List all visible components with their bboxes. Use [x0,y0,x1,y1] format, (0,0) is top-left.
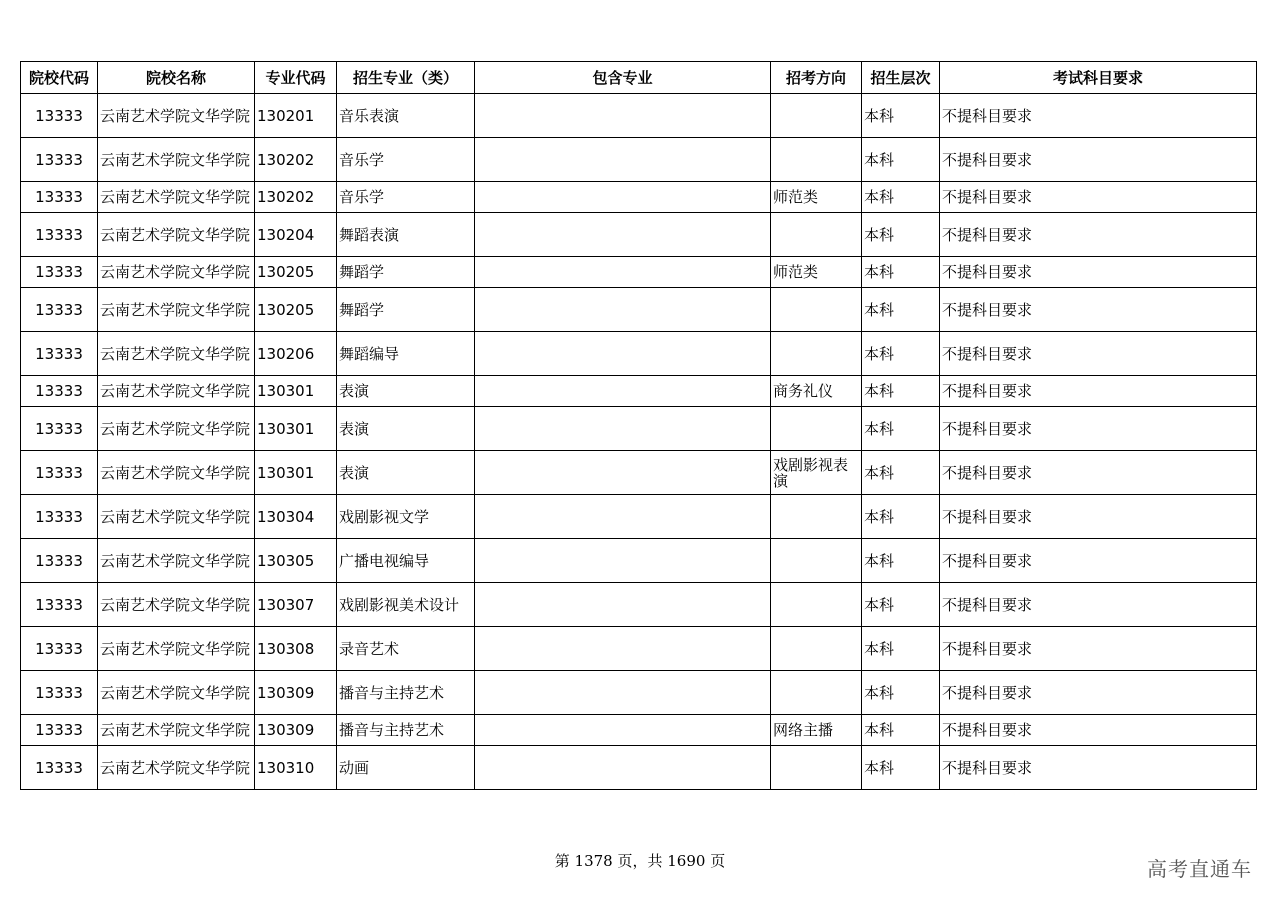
cell-direction [771,94,862,138]
cell-level: 本科 [862,539,940,583]
cell-subject-requirement: 不提科目要求 [940,182,1257,213]
cell-included-majors [475,332,771,376]
cell-direction [771,583,862,627]
cell-school-name: 云南艺术学院文华学院 [98,138,255,182]
cell-school-code: 13333 [21,213,98,257]
table-row [21,213,1257,257]
cell-direction [771,671,862,715]
header-subject-requirement: 考试科目要求 [940,62,1257,94]
table-row [21,495,1257,539]
cell-direction [771,407,862,451]
cell-major: 表演 [337,407,475,451]
cell-direction [771,495,862,539]
cell-direction [771,332,862,376]
page-number: 第 1378 页，共 1690 页 [554,852,726,870]
cell-school-name: 云南艺术学院文华学院 [98,376,255,407]
cell-school-name: 云南艺术学院文华学院 [98,288,255,332]
cell-level: 本科 [862,213,940,257]
cell-subject-requirement: 不提科目要求 [940,257,1257,288]
cell-school-code: 13333 [21,671,98,715]
cell-school-code: 13333 [21,94,98,138]
cell-included-majors [475,138,771,182]
cell-subject-requirement: 不提科目要求 [940,715,1257,746]
cell-major-code: 130206 [255,332,337,376]
table-row [21,138,1257,182]
header-included-majors: 包含专业 [475,62,771,94]
cell-school-name: 云南艺术学院文华学院 [98,94,255,138]
cell-included-majors [475,495,771,539]
cell-school-code: 13333 [21,182,98,213]
cell-included-majors [475,213,771,257]
cell-direction [771,213,862,257]
cell-school-name: 云南艺术学院文华学院 [98,583,255,627]
cell-major-code: 130301 [255,376,337,407]
cell-school-code: 13333 [21,451,98,495]
header-major: 招生专业（类） [337,62,475,94]
cell-major-code: 130204 [255,213,337,257]
table-row [21,451,1257,495]
cell-school-name: 云南艺术学院文华学院 [98,671,255,715]
cell-major: 戏剧影视美术设计 [337,583,475,627]
cell-included-majors [475,94,771,138]
cell-school-name: 云南艺术学院文华学院 [98,451,255,495]
cell-school-code: 13333 [21,257,98,288]
cell-included-majors [475,407,771,451]
header-row [21,62,1257,94]
cell-direction: 戏剧影视表演 [771,451,862,495]
cell-level: 本科 [862,451,940,495]
cell-major: 表演 [337,376,475,407]
cell-major-code: 130305 [255,539,337,583]
header-level: 招生层次 [862,62,940,94]
cell-major-code: 130301 [255,451,337,495]
cell-major-code: 130308 [255,627,337,671]
cell-major: 戏剧影视文学 [337,495,475,539]
cell-subject-requirement: 不提科目要求 [940,332,1257,376]
cell-major: 舞蹈学 [337,288,475,332]
cell-level: 本科 [862,583,940,627]
cell-school-name: 云南艺术学院文华学院 [98,495,255,539]
cell-subject-requirement: 不提科目要求 [940,627,1257,671]
cell-level: 本科 [862,257,940,288]
header-school-name: 院校名称 [98,62,255,94]
cell-school-name: 云南艺术学院文华学院 [98,182,255,213]
table-row [21,671,1257,715]
header-major-code: 专业代码 [255,62,337,94]
cell-school-code: 13333 [21,407,98,451]
cell-direction: 商务礼仪 [771,376,862,407]
cell-school-code: 13333 [21,715,98,746]
cell-level: 本科 [862,495,940,539]
cell-school-name: 云南艺术学院文华学院 [98,407,255,451]
table-row [21,257,1257,288]
cell-subject-requirement: 不提科目要求 [940,539,1257,583]
cell-school-code: 13333 [21,746,98,790]
cell-included-majors [475,583,771,627]
table-row [21,376,1257,407]
cell-major-code: 130304 [255,495,337,539]
cell-subject-requirement: 不提科目要求 [940,583,1257,627]
cell-included-majors [475,746,771,790]
cell-subject-requirement: 不提科目要求 [940,671,1257,715]
table-row [21,539,1257,583]
cell-school-code: 13333 [21,288,98,332]
cell-school-code: 13333 [21,539,98,583]
cell-direction: 师范类 [771,182,862,213]
cell-level: 本科 [862,94,940,138]
cell-included-majors [475,182,771,213]
cell-major-code: 130307 [255,583,337,627]
admission-table [20,61,1257,790]
cell-major-code: 130301 [255,407,337,451]
cell-subject-requirement: 不提科目要求 [940,288,1257,332]
cell-level: 本科 [862,288,940,332]
cell-direction [771,138,862,182]
cell-level: 本科 [862,138,940,182]
cell-major-code: 130202 [255,182,337,213]
cell-subject-requirement: 不提科目要求 [940,451,1257,495]
cell-school-code: 13333 [21,138,98,182]
cell-level: 本科 [862,182,940,213]
cell-school-name: 云南艺术学院文华学院 [98,715,255,746]
cell-school-code: 13333 [21,332,98,376]
cell-subject-requirement: 不提科目要求 [940,746,1257,790]
cell-subject-requirement: 不提科目要求 [940,495,1257,539]
cell-subject-requirement: 不提科目要求 [940,407,1257,451]
cell-included-majors [475,451,771,495]
cell-major: 表演 [337,451,475,495]
table-row [21,94,1257,138]
cell-school-code: 13333 [21,495,98,539]
cell-major: 音乐学 [337,138,475,182]
cell-direction [771,627,862,671]
cell-major-code: 130202 [255,138,337,182]
cell-school-name: 云南艺术学院文华学院 [98,746,255,790]
cell-school-name: 云南艺术学院文华学院 [98,213,255,257]
cell-included-majors [475,715,771,746]
cell-school-name: 云南艺术学院文华学院 [98,539,255,583]
cell-major: 播音与主持艺术 [337,715,475,746]
cell-major: 音乐学 [337,182,475,213]
cell-major-code: 130201 [255,94,337,138]
table-row [21,746,1257,790]
header-school-code: 院校代码 [21,62,98,94]
watermark-logo-text: 高考直通车 [1147,857,1252,881]
cell-major-code: 130205 [255,257,337,288]
cell-subject-requirement: 不提科目要求 [940,213,1257,257]
cell-school-code: 13333 [21,627,98,671]
table-row [21,332,1257,376]
cell-major: 舞蹈表演 [337,213,475,257]
cell-included-majors [475,627,771,671]
cell-major: 舞蹈编导 [337,332,475,376]
cell-major-code: 130309 [255,671,337,715]
cell-direction: 网络主播 [771,715,862,746]
cell-school-name: 云南艺术学院文华学院 [98,332,255,376]
cell-subject-requirement: 不提科目要求 [940,138,1257,182]
cell-school-name: 云南艺术学院文华学院 [98,627,255,671]
table-row [21,288,1257,332]
cell-major: 录音艺术 [337,627,475,671]
cell-major-code: 130205 [255,288,337,332]
cell-level: 本科 [862,715,940,746]
cell-included-majors [475,376,771,407]
cell-major: 动画 [337,746,475,790]
cell-included-majors [475,288,771,332]
header-direction: 招考方向 [771,62,862,94]
cell-level: 本科 [862,332,940,376]
table-row [21,407,1257,451]
cell-major: 音乐表演 [337,94,475,138]
cell-subject-requirement: 不提科目要求 [940,376,1257,407]
cell-school-name: 云南艺术学院文华学院 [98,257,255,288]
cell-direction [771,539,862,583]
cell-subject-requirement: 不提科目要求 [940,94,1257,138]
table-row [21,715,1257,746]
table-row [21,182,1257,213]
table-row [21,583,1257,627]
cell-level: 本科 [862,376,940,407]
cell-level: 本科 [862,407,940,451]
cell-level: 本科 [862,627,940,671]
cell-included-majors [475,539,771,583]
cell-level: 本科 [862,671,940,715]
cell-school-code: 13333 [21,583,98,627]
cell-included-majors [475,257,771,288]
cell-school-code: 13333 [21,376,98,407]
cell-included-majors [475,671,771,715]
cell-major: 广播电视编导 [337,539,475,583]
cell-direction: 师范类 [771,257,862,288]
table-body [21,94,1257,790]
cell-major-code: 130309 [255,715,337,746]
table-row [21,627,1257,671]
cell-major: 播音与主持艺术 [337,671,475,715]
cell-major: 舞蹈学 [337,257,475,288]
cell-direction [771,288,862,332]
cell-major-code: 130310 [255,746,337,790]
cell-direction [771,746,862,790]
cell-level: 本科 [862,746,940,790]
